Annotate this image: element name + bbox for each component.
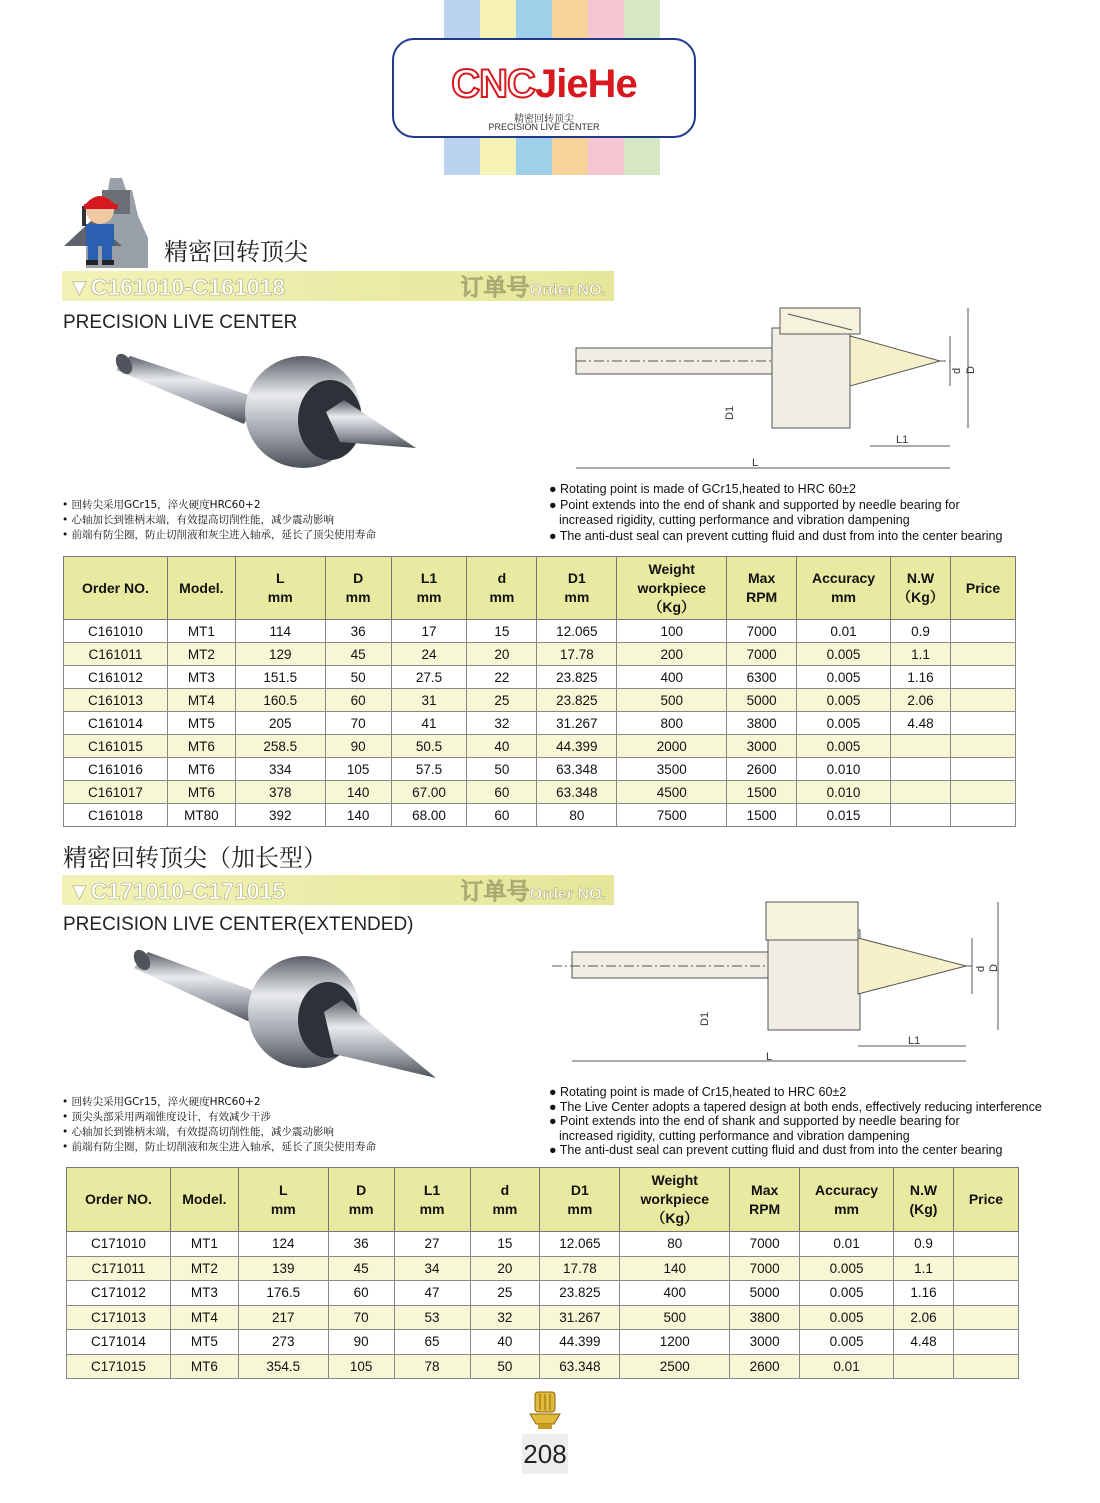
section1-title-en: PRECISION LIVE CENTER: [63, 312, 298, 333]
col-D: D mm: [325, 557, 391, 620]
table-cell: 24: [391, 643, 467, 666]
table-cell: 7500: [617, 804, 727, 827]
page-number: 208: [522, 1434, 568, 1474]
table-cell: 70: [325, 712, 391, 735]
table-cell: 200: [617, 643, 727, 666]
col-accuracy: Accuracy mm: [797, 557, 891, 620]
table-cell: 40: [467, 735, 537, 758]
table-cell: C161015: [64, 735, 168, 758]
table-cell: 140: [325, 804, 391, 827]
table-header-row: [64, 557, 1016, 620]
table-cell: C171010: [67, 1232, 171, 1257]
section1-range: ▼C161010-C161018: [68, 274, 286, 300]
table-cell: 23.825: [537, 689, 617, 712]
col-weight: Weight workpiece （Kg）: [620, 1168, 730, 1232]
col-model: Model.: [170, 1168, 238, 1232]
table-row: [67, 1330, 1019, 1355]
table-cell: 60: [325, 689, 391, 712]
table-cell: 129: [235, 643, 325, 666]
table-cell: 44.399: [537, 735, 617, 758]
section1-order-label: 订单号Order NO.: [460, 274, 606, 300]
table-cell: 3000: [730, 1330, 800, 1355]
table-cell: MT2: [170, 1256, 238, 1281]
section1-title-cn: 精密回转顶尖: [164, 238, 308, 266]
table-cell: 176.5: [238, 1281, 328, 1306]
diagram-label-L: L: [752, 457, 759, 469]
table-cell: 27.5: [391, 666, 467, 689]
feature-cn: • 前端有防尘圈，防止切削液和灰尘进入轴承，延长了顶尖使用寿命: [62, 529, 377, 541]
col-nw: N.W （Kg）: [891, 557, 951, 620]
table-cell: 40: [470, 1330, 540, 1355]
col-price: Price: [953, 1168, 1018, 1232]
table-cell: C171011: [67, 1256, 171, 1281]
brand-logo: [392, 38, 696, 138]
col-weight: Weight workpiece （Kg）: [617, 557, 727, 620]
col-accuracy: Accuracy mm: [800, 1168, 894, 1232]
table-cell: 334: [235, 758, 325, 781]
table-cell: C171013: [67, 1305, 171, 1330]
table-cell: [894, 1354, 954, 1379]
table-cell: 258.5: [235, 735, 325, 758]
feature-en: increased rigidity, cutting performance and vibration dampening: [559, 1128, 910, 1143]
feature-cn: • 顶尖头部采用两端锥度设计，有效减少干涉: [62, 1111, 272, 1123]
table-cell: 65: [394, 1330, 470, 1355]
table-cell: 47: [394, 1281, 470, 1306]
extended-live-center-product-image: [128, 946, 444, 1082]
table-cell: 17: [391, 620, 467, 643]
table-cell: 500: [620, 1305, 730, 1330]
table-cell: 0.005: [800, 1281, 894, 1306]
table-cell: 50: [467, 758, 537, 781]
table-cell: 44.399: [540, 1330, 620, 1355]
feature-en: ● The Live Center adopts a tapered design at both ends, effectively reducing interference: [549, 1099, 1042, 1114]
table-cell: 2000: [617, 735, 727, 758]
table-cell: 60: [467, 781, 537, 804]
table-cell: 0.9: [894, 1232, 954, 1257]
table-cell: 3800: [730, 1305, 800, 1330]
table-cell: 50: [325, 666, 391, 689]
table-cell: 60: [467, 804, 537, 827]
table-cell: 1.1: [891, 643, 951, 666]
table-cell: C171014: [67, 1330, 171, 1355]
diagram-label-d: d: [951, 367, 963, 374]
table-cell: 0.9: [891, 620, 951, 643]
table-cell: 80: [537, 804, 617, 827]
feature-en: ● Point extends into the end of shank and supported by needle bearing for: [549, 1114, 960, 1128]
table-cell: 139: [238, 1256, 328, 1281]
section2-range-bar: [62, 875, 614, 905]
table-cell: 151.5: [235, 666, 325, 689]
col-L1: L1 mm: [391, 557, 467, 620]
table-cell: 2.06: [894, 1305, 954, 1330]
diagram-label-d: d: [975, 965, 987, 972]
table-row: [67, 1232, 1019, 1257]
table-cell: 12.065: [537, 620, 617, 643]
table-cell: 1.16: [891, 666, 951, 689]
feature-en: ● Rotating point is made of Cr15,heated to HRC 60±2: [549, 1085, 847, 1099]
table-cell: [950, 666, 1015, 689]
trophy-icon: [526, 1390, 564, 1430]
table-cell: [950, 781, 1015, 804]
table-cell: 105: [328, 1354, 394, 1379]
table-cell: 50.5: [391, 735, 467, 758]
table-row: [67, 1281, 1019, 1306]
table-cell: [953, 1354, 1018, 1379]
table-cell: 4.48: [894, 1330, 954, 1355]
extended-live-center-technical-drawing: [552, 896, 1002, 1068]
live-center-product-image: [108, 342, 428, 474]
table-cell: C161011: [64, 643, 168, 666]
table-cell: 31: [391, 689, 467, 712]
table-cell: 3000: [727, 735, 797, 758]
table-cell: 0.005: [797, 712, 891, 735]
table-cell: 36: [325, 620, 391, 643]
table-cell: 25: [467, 689, 537, 712]
table-cell: [950, 712, 1015, 735]
table-cell: 0.015: [797, 804, 891, 827]
section2-table-body: [67, 1232, 1019, 1379]
table-cell: 0.005: [797, 643, 891, 666]
table-row: [64, 620, 1016, 643]
table-cell: [950, 643, 1015, 666]
table-row: [64, 758, 1016, 781]
table-cell: MT4: [167, 689, 235, 712]
table-cell: 68.00: [391, 804, 467, 827]
table-cell: MT3: [170, 1281, 238, 1306]
table-cell: 17.78: [540, 1256, 620, 1281]
table-cell: 0.005: [797, 735, 891, 758]
diagram-label-L: L: [766, 1051, 773, 1063]
table-row: [67, 1256, 1019, 1281]
table-cell: 63.348: [537, 781, 617, 804]
col-rpm: Max RPM: [730, 1168, 800, 1232]
table-cell: 2600: [730, 1354, 800, 1379]
table-row: [64, 804, 1016, 827]
col-model: Model.: [167, 557, 235, 620]
col-d: d mm: [470, 1168, 540, 1232]
table-cell: 500: [617, 689, 727, 712]
table-cell: C161016: [64, 758, 168, 781]
table-cell: 78: [394, 1354, 470, 1379]
table-cell: 1500: [727, 804, 797, 827]
table-cell: MT5: [170, 1330, 238, 1355]
section2-order-label: 订单号Order NO.: [460, 878, 606, 904]
table-cell: 217: [238, 1305, 328, 1330]
mascot-icon: [62, 176, 152, 268]
table-cell: [891, 758, 951, 781]
diagram-label-D1: D1: [724, 405, 736, 420]
col-d: d mm: [467, 557, 537, 620]
col-order: Order NO.: [67, 1168, 171, 1232]
table-cell: 22: [467, 666, 537, 689]
col-nw: N.W (Kg): [894, 1168, 954, 1232]
section2-features-en: [549, 1085, 1042, 1158]
table-cell: 0.010: [797, 781, 891, 804]
table-cell: 1.1: [894, 1256, 954, 1281]
table-cell: 1.16: [894, 1281, 954, 1306]
table-cell: 0.01: [800, 1354, 894, 1379]
table-cell: MT6: [167, 781, 235, 804]
section1-range-bar: [62, 271, 614, 301]
table-row: [64, 643, 1016, 666]
table-cell: [953, 1330, 1018, 1355]
table-cell: 2.06: [891, 689, 951, 712]
table-cell: 60: [328, 1281, 394, 1306]
table-cell: 114: [235, 620, 325, 643]
table-cell: 15: [470, 1232, 540, 1257]
table-cell: [891, 735, 951, 758]
table-cell: 63.348: [540, 1354, 620, 1379]
table-cell: C171012: [67, 1281, 171, 1306]
col-L1: L1 mm: [394, 1168, 470, 1232]
table-row: [64, 689, 1016, 712]
table-cell: [891, 804, 951, 827]
table-cell: 124: [238, 1232, 328, 1257]
feature-en: ● Rotating point is made of GCr15,heated to HRC 60±2: [549, 482, 856, 496]
feature-en: increased rigidity, cutting performance and vibration dampening: [559, 513, 910, 527]
table-cell: C161018: [64, 804, 168, 827]
table-cell: C161013: [64, 689, 168, 712]
table-cell: 2600: [727, 758, 797, 781]
table-cell: 57.5: [391, 758, 467, 781]
table-cell: MT6: [167, 758, 235, 781]
table-cell: 6300: [727, 666, 797, 689]
table-cell: 41: [391, 712, 467, 735]
table-cell: 7000: [727, 620, 797, 643]
section1-features-en: [549, 482, 1002, 544]
table-cell: C161017: [64, 781, 168, 804]
table-cell: 67.00: [391, 781, 467, 804]
brand-subtitle-en: PRECISION LIVE CENTER: [488, 122, 600, 132]
table-cell: 140: [325, 781, 391, 804]
table-cell: 31.267: [540, 1305, 620, 1330]
table-cell: 140: [620, 1256, 730, 1281]
table-cell: 100: [617, 620, 727, 643]
table-cell: 45: [325, 643, 391, 666]
table-cell: 5000: [727, 689, 797, 712]
table-cell: 0.005: [797, 666, 891, 689]
diagram-label-D: D: [965, 366, 977, 374]
section1-features-cn: [62, 498, 376, 543]
table-cell: 4.48: [891, 712, 951, 735]
col-D1: D1 mm: [540, 1168, 620, 1232]
table-cell: 0.010: [797, 758, 891, 781]
diagram-label-L1: L1: [896, 434, 909, 446]
table-row: [67, 1354, 1019, 1379]
col-D1: D1 mm: [537, 557, 617, 620]
table-cell: 20: [470, 1256, 540, 1281]
table-cell: [950, 758, 1015, 781]
table-cell: MT4: [170, 1305, 238, 1330]
table-cell: 4500: [617, 781, 727, 804]
section1-spec-table: [63, 556, 1016, 827]
col-L: L mm: [235, 557, 325, 620]
table-cell: MT80: [167, 804, 235, 827]
table-cell: 0.005: [800, 1330, 894, 1355]
table-cell: [950, 804, 1015, 827]
table-cell: [950, 735, 1015, 758]
table-cell: 5000: [730, 1281, 800, 1306]
table-cell: 0.01: [797, 620, 891, 643]
table-cell: 1500: [727, 781, 797, 804]
table-cell: 160.5: [235, 689, 325, 712]
table-row: [64, 666, 1016, 689]
table-cell: 273: [238, 1330, 328, 1355]
table-cell: 3800: [727, 712, 797, 735]
table-cell: 7000: [730, 1232, 800, 1257]
table-cell: MT1: [170, 1232, 238, 1257]
table-cell: 17.78: [537, 643, 617, 666]
table-cell: 23.825: [540, 1281, 620, 1306]
diagram-label-D: D: [988, 964, 1000, 972]
table-cell: 1200: [620, 1330, 730, 1355]
table-cell: 3500: [617, 758, 727, 781]
table-cell: 32: [467, 712, 537, 735]
table-cell: 20: [467, 643, 537, 666]
table-cell: C171015: [67, 1354, 171, 1379]
table-cell: 90: [328, 1330, 394, 1355]
table-cell: [950, 620, 1015, 643]
table-cell: 2500: [620, 1354, 730, 1379]
feature-cn: • 回转尖采用GCr15，淬火硬度HRC60+2: [62, 499, 261, 511]
table-cell: 400: [620, 1281, 730, 1306]
brand-subtitle-cn: 精密回转顶尖: [514, 114, 574, 125]
table-cell: 400: [617, 666, 727, 689]
table-cell: 63.348: [537, 758, 617, 781]
table-cell: [953, 1281, 1018, 1306]
table-cell: 0.005: [797, 689, 891, 712]
table-cell: 392: [235, 804, 325, 827]
section2-spec-table: [66, 1167, 1019, 1379]
table-row: [64, 781, 1016, 804]
table-cell: C161012: [64, 666, 168, 689]
table-cell: 31.267: [537, 712, 617, 735]
feature-cn: • 回转尖采用GCr15，淬火硬度HRC60+2: [62, 1096, 261, 1108]
table-cell: 80: [620, 1232, 730, 1257]
table-cell: 50: [470, 1354, 540, 1379]
section2-title-en: PRECISION LIVE CENTER(EXTENDED): [63, 914, 414, 935]
col-order: Order NO.: [64, 557, 168, 620]
table-cell: [950, 689, 1015, 712]
table-cell: 23.825: [537, 666, 617, 689]
table-cell: 70: [328, 1305, 394, 1330]
section2-title-cn: 精密回转顶尖（加长型）: [63, 844, 327, 872]
col-L: L mm: [238, 1168, 328, 1232]
table-cell: 12.065: [540, 1232, 620, 1257]
table-cell: 32: [470, 1305, 540, 1330]
table-cell: 45: [328, 1256, 394, 1281]
feature-en: ● Point extends into the end of shank and supported by needle bearing for: [549, 497, 960, 512]
table-row: [64, 712, 1016, 735]
table-cell: 34: [394, 1256, 470, 1281]
col-price: Price: [950, 557, 1015, 620]
table-cell: C161014: [64, 712, 168, 735]
diagram-label-L1: L1: [908, 1035, 921, 1047]
table-cell: 378: [235, 781, 325, 804]
table-cell: MT6: [170, 1354, 238, 1379]
feature-cn: • 前端有防尘圈，防止切削液和灰尘进入轴承，延长了顶尖使用寿命: [62, 1141, 377, 1153]
table-cell: 354.5: [238, 1354, 328, 1379]
table-header-row: [67, 1168, 1019, 1232]
table-cell: 27: [394, 1232, 470, 1257]
table-cell: 36: [328, 1232, 394, 1257]
feature-cn: • 心轴加长到锥柄末端，有效提高切削性能，减少震动影响: [62, 514, 335, 526]
feature-cn: • 心轴加长到锥柄末端，有效提高切削性能，减少震动影响: [62, 1126, 335, 1138]
table-cell: [953, 1305, 1018, 1330]
table-cell: 0.005: [800, 1305, 894, 1330]
table-row: [64, 735, 1016, 758]
table-cell: 15: [467, 620, 537, 643]
table-cell: 90: [325, 735, 391, 758]
table-cell: [953, 1232, 1018, 1257]
section2-features-cn: [62, 1095, 376, 1155]
table-cell: [891, 781, 951, 804]
table-cell: 7000: [727, 643, 797, 666]
table-cell: 25: [470, 1281, 540, 1306]
table-cell: C161010: [64, 620, 168, 643]
table-row: [67, 1305, 1019, 1330]
table-cell: 53: [394, 1305, 470, 1330]
col-D: D mm: [328, 1168, 394, 1232]
table-cell: MT5: [167, 712, 235, 735]
feature-en: ● The anti-dust seal can prevent cutting fluid and dust from into the center bearing: [549, 1143, 1003, 1157]
live-center-technical-drawing: [570, 300, 990, 476]
section2-range: ▼C171010-C171015: [68, 878, 286, 904]
table-cell: 7000: [730, 1256, 800, 1281]
section1-table-body: [64, 620, 1016, 827]
table-cell: MT1: [167, 620, 235, 643]
table-cell: [953, 1256, 1018, 1281]
feature-en: ● The anti-dust seal can prevent cutting fluid and dust from into the center bearing: [549, 528, 1003, 543]
table-cell: 0.005: [800, 1256, 894, 1281]
diagram-label-D1: D1: [699, 1011, 711, 1026]
table-cell: 800: [617, 712, 727, 735]
table-cell: 105: [325, 758, 391, 781]
table-cell: MT3: [167, 666, 235, 689]
table-cell: MT6: [167, 735, 235, 758]
brand-wordmark: CNCJieHe: [451, 62, 637, 106]
table-cell: 0.01: [800, 1232, 894, 1257]
table-cell: 205: [235, 712, 325, 735]
table-cell: MT2: [167, 643, 235, 666]
col-rpm: Max RPM: [727, 557, 797, 620]
